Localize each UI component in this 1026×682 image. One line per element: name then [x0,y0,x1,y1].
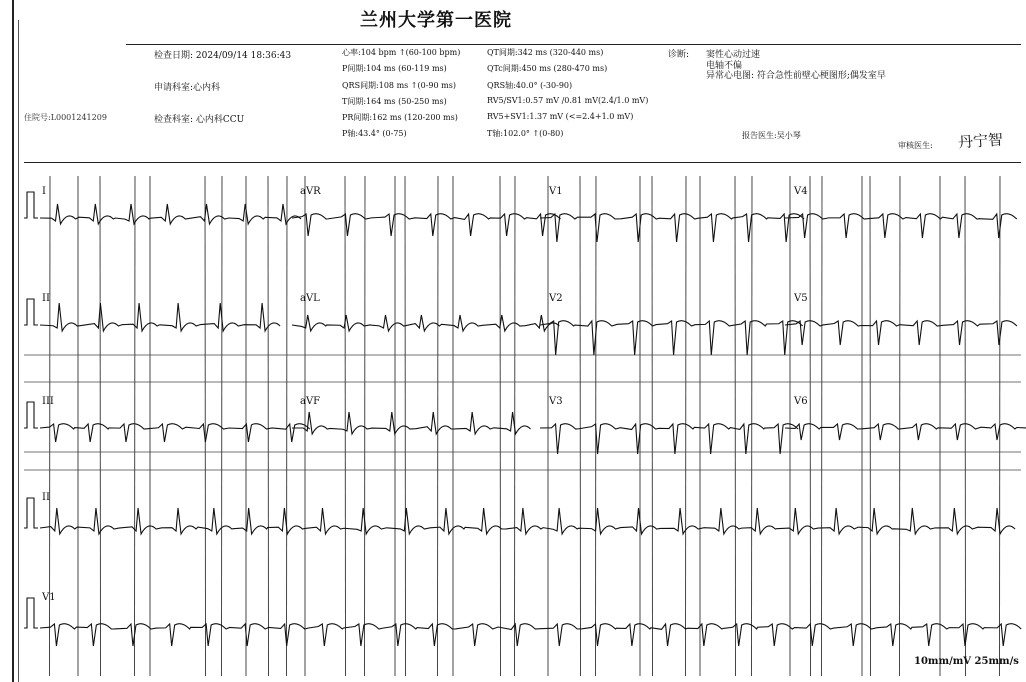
beat-marker-line [365,176,366,676]
diagnosis-line-2: 电轴不偏 [706,61,743,71]
exam-date: 检查日期: 2024/09/14 18:36:43 [154,51,292,61]
beat-marker-line [752,176,753,676]
calibration-pulse [24,498,38,528]
lead-label: aVF [300,396,321,407]
beat-marker-line [870,176,871,676]
calibration-pulse [24,402,38,428]
review-doctor-signature: 丹宁智 [957,130,1004,152]
calibration-pulse [24,192,38,218]
beat-marker-line [222,176,223,676]
beat-marker-line [580,176,581,676]
inpatient-number: 住院号:L0001241209 [24,113,107,122]
rv5-plus-sv1: RV5+SV1:1.37 mV (<=2.4+1.0 mV) [487,112,634,121]
ecg-trace [540,321,803,355]
beat-marker-line [900,176,901,676]
lead-label: V6 [794,396,808,407]
lead-label: aVL [300,293,320,304]
qrs-axis: QRS轴:40.0° (-30-90) [487,81,573,90]
beat-marker-line [205,176,206,676]
ecg-trace-rhythm [40,624,1021,646]
qt-interval: QT间期:342 ms (320-440 ms) [487,48,604,57]
diagnosis-label: 诊断: [668,50,690,60]
lead-label: V4 [794,186,808,197]
qrs-duration: QRS间期:108 ms ↑(0-90 ms) [342,81,456,90]
beat-marker-line [500,176,501,676]
diagnosis-line-3: 异常心电图: 符合急性前壁心梗图形;偶发室早 [706,71,886,81]
beat-marker-line [810,176,811,676]
p-duration: P间期:104 ms (60-119 ms) [342,64,447,73]
beat-marker-line [438,176,439,676]
beat-marker-line [686,176,687,676]
t-duration: T间期:164 ms (50-250 ms) [342,97,447,106]
lead-label: II [42,293,50,304]
calibration-pulse [24,299,38,325]
t-axis: T轴:102.0° ↑(0-80) [487,129,564,138]
ecg-trace [292,214,561,236]
ecg-trace [292,315,559,331]
calibration-label: 10mm/mV 25mm/s [914,656,1019,667]
beat-marker-line [268,176,269,676]
qtc-interval: QTc间期:450 ms (280-470 ms) [487,64,608,73]
ecg-trace [785,321,1017,345]
request-dept: 申请科室:心内科 [154,83,221,93]
report-doctor: 报告医生:吴小琴 [742,131,801,140]
hospital-title: 兰州大学第一医院 [360,10,512,31]
ecg-trace [40,303,280,331]
lead-label: V1 [42,592,56,603]
beat-marker-line [345,176,346,676]
lead-label: V2 [549,293,563,304]
lead-label: V5 [794,293,808,304]
ecg-trace [540,424,798,454]
ecg-trace [40,204,301,224]
review-doctor-label: 审核医生: [898,141,933,150]
ecg-trace [40,424,310,442]
beat-marker-line [100,176,101,676]
lead-label: I [42,186,46,197]
lead-label: V3 [549,396,563,407]
pr-interval: PR间期:162 ms (120-200 ms) [342,113,458,122]
lead-label: aVR [300,186,321,197]
lead-label: II [42,492,50,503]
ecg-trace [292,412,531,434]
lead-label: III [42,396,54,407]
diagnosis-line-1: 窦性心动过速 [706,50,761,60]
calibration-pulse [24,598,38,628]
rv5-sv1: RV5/SV1:0.57 mV /0.81 mV(2.4/1.0 mV) [487,96,649,105]
lead-label: V1 [549,186,563,197]
beat-marker-line [735,176,736,676]
beat-marker-line [822,176,823,676]
beat-marker-line [965,176,966,676]
exam-dept: 检查科室: 心内科CCU [154,115,245,125]
ecg-trace-rhythm [40,508,1015,534]
beat-marker-line [135,176,136,676]
heart-rate: 心率:104 bpm ↑(60-100 bpm) [342,48,461,57]
beat-marker-line [287,176,288,676]
ecg-trace [785,214,1017,238]
ecg-trace [785,424,1026,440]
p-axis: P轴:43.4° (0-75) [342,129,407,138]
